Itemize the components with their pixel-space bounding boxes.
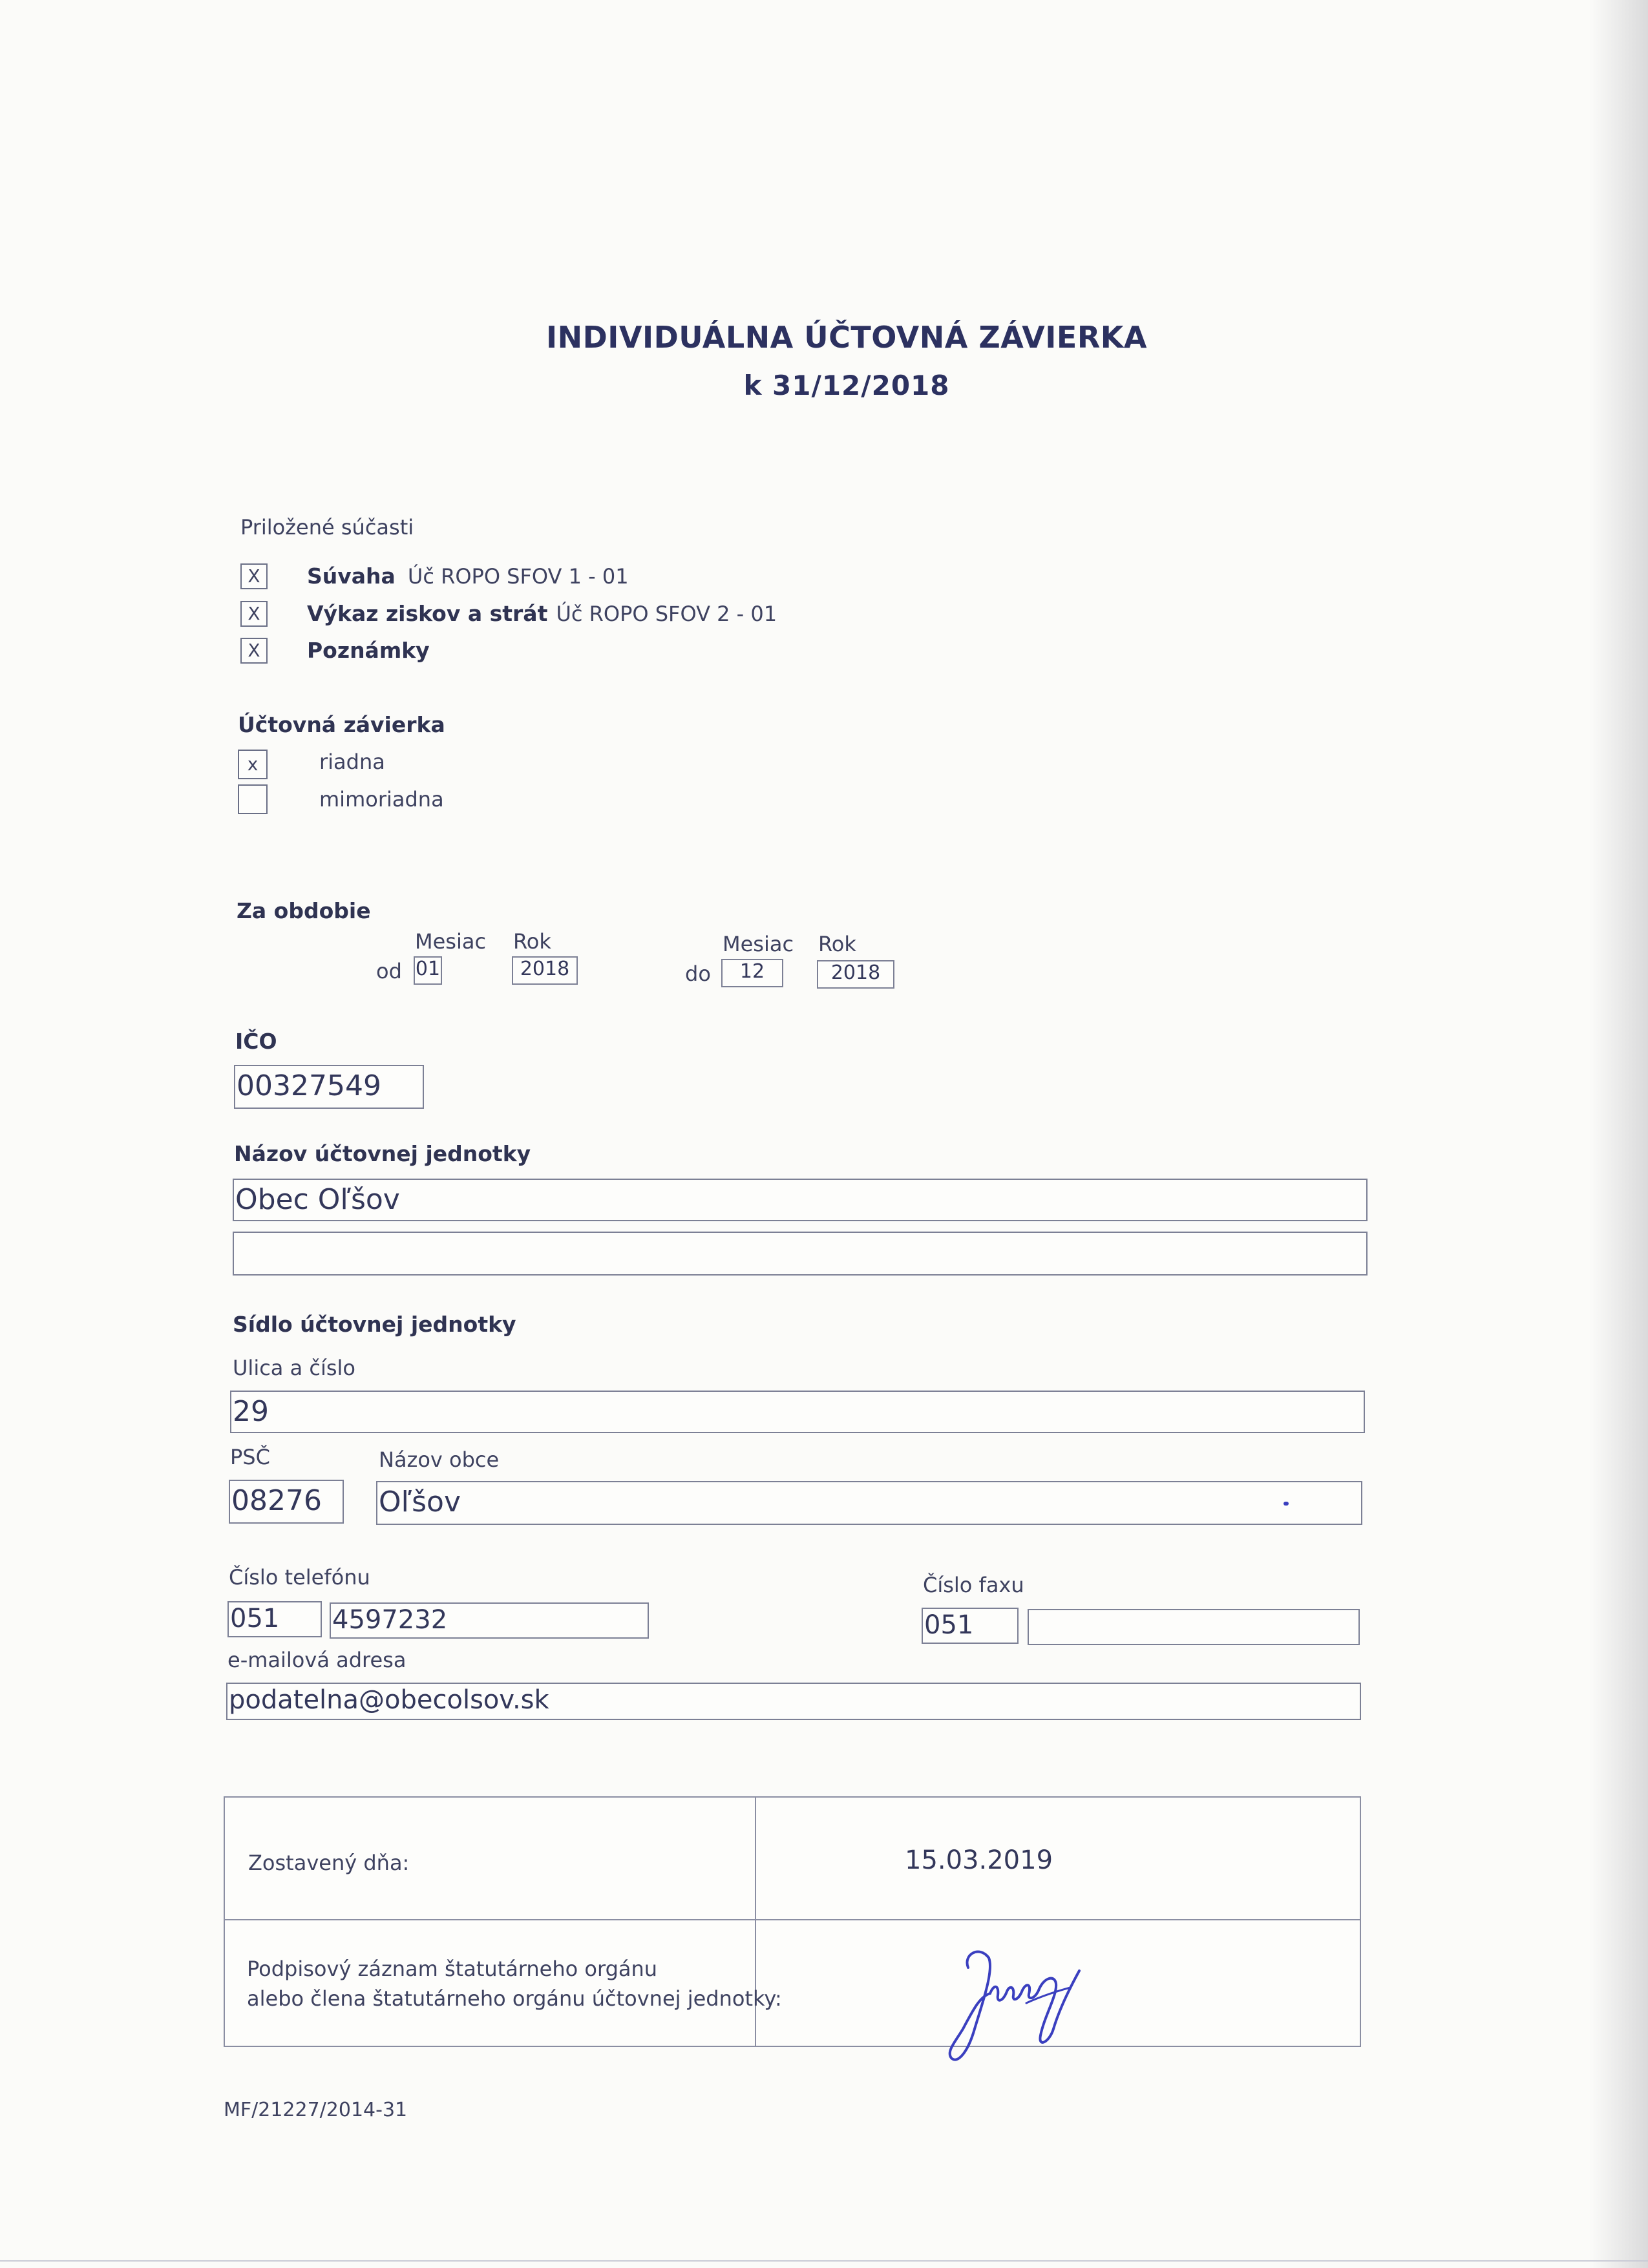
closing-type-option-label: riadna [319,750,385,774]
signature-table-divider [224,1919,1361,1920]
attachment-row-vykaz [307,601,777,626]
form-code: MF/21227/2014-31 [224,2099,408,2121]
address-label: Sídlo účtovnej jednotky [233,1312,516,1337]
from-label: od [376,959,402,983]
ink-dot [1284,1502,1289,1506]
entity-name-line2-field[interactable] [233,1232,1368,1276]
closing-type-option-label: mimoriadna [319,787,444,812]
entity-name-label: Názov účtovnej jednotky [234,1141,531,1166]
fax-prefix-field[interactable]: 051 [922,1608,1019,1644]
attachment-row-suvaha [307,563,629,589]
attachment-name: Výkaz ziskov a strát [307,601,548,626]
attachment-code: Úč ROPO SFOV 1 - 01 [407,564,629,589]
compiled-date-label: Zostavený dňa: [248,1851,410,1875]
to-month-field[interactable]: 12 [721,959,783,987]
fax-label: Číslo faxu [923,1573,1024,1597]
ico-field[interactable]: 00327549 [234,1065,424,1109]
from-month-field[interactable]: 01 [414,956,442,985]
signature-label-line1: Podpisový záznam štatutárneho orgánu [247,1957,658,1981]
attachments-label: Priložené súčasti [240,515,414,540]
phone-number-field[interactable]: 4597232 [330,1602,649,1639]
fax-number-field[interactable] [1028,1609,1360,1645]
attachment-checkbox-poznamky[interactable]: X [240,638,268,664]
closing-type-checkbox-riadna[interactable]: x [238,750,268,779]
compiled-date-value: 15.03.2019 [905,1845,1053,1875]
attachment-checkbox-suvaha[interactable]: X [240,563,268,589]
email-label: e-mailová adresa [227,1648,407,1672]
period-label: Za obdobie [237,898,371,923]
attachment-name: Súvaha [307,563,396,589]
city-label: Názov obce [379,1447,500,1472]
zip-field[interactable]: 08276 [229,1480,344,1524]
closing-type-label: Účtovná závierka [238,712,445,737]
from-year-header: Rok [513,929,551,954]
to-year-field[interactable]: 2018 [817,960,894,989]
document-title: INDIVIDUÁLNA ÚČTOVNÁ ZÁVIERKA [546,320,1147,355]
entity-name-line1-field[interactable]: Obec Oľšov [233,1179,1368,1221]
to-month-header: Mesiac [723,932,794,956]
document-date-heading: k 31/12/2018 [743,370,950,401]
attachment-code: Úč ROPO SFOV 2 - 01 [556,602,777,626]
from-year-field[interactable]: 2018 [512,956,578,985]
to-label: do [685,961,711,986]
phone-label: Číslo telefónu [229,1565,370,1590]
to-year-header: Rok [818,932,856,956]
phone-prefix-field[interactable]: 051 [227,1601,322,1637]
handwritten-signature [918,1932,1112,2074]
attachment-checkbox-vykaz[interactable]: X [240,601,268,627]
street-label: Ulica a číslo [233,1356,355,1380]
email-field[interactable]: podatelna@obecolsov.sk [226,1683,1361,1720]
scan-bottom-line [0,2260,1648,2262]
ico-label: IČO [235,1029,277,1054]
closing-type-checkbox-mimoriadna[interactable] [238,784,268,814]
from-month-header: Mesiac [415,929,487,954]
zip-label: PSČ [230,1445,270,1469]
signature-label-line2: alebo člena štatutárneho orgánu účtovnej jednotky: [247,1986,782,2011]
attachment-name: Poznámky [307,638,430,663]
street-field[interactable]: 29 [230,1391,1365,1433]
city-field[interactable]: Oľšov [376,1481,1362,1525]
